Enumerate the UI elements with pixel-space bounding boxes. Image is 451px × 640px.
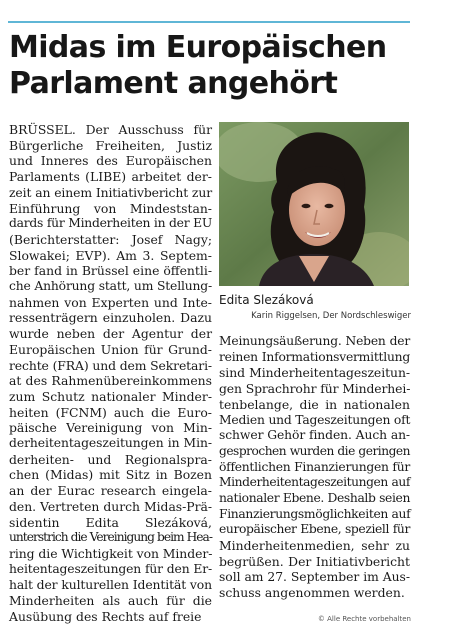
body-text-line: tenbelange, die in nationalen (219, 396, 410, 412)
body-text-line: nahmen von Experten und Inte- (9, 294, 212, 310)
body-text-line: at des Rahmenübereinkommens (9, 373, 212, 389)
body-text-line: den. Vertreten durch Midas-Prä- (9, 498, 212, 514)
body-text-line: gesprochen wurden die geringen (219, 443, 410, 458)
article-body-right-column (219, 334, 410, 601)
body-text-line: dards für Minderheiten in der EU (9, 216, 212, 231)
body-text-line: zeit an einem Initiativbericht zur (9, 184, 212, 200)
body-text-line: rechte (FRA) und dem Sekretari- (9, 357, 212, 373)
photo-caption-name: Edita Slezáková (219, 293, 314, 307)
body-text-line: che Anhörung statt, um Stellung- (9, 279, 212, 294)
body-text-line: soll am 27. September im Aus- (219, 569, 410, 584)
article-headline: Midas im Europäischen Parlament angehört (9, 30, 387, 101)
body-text-line: schuss angenommen werden. (219, 585, 405, 601)
body-text-line: derheitentageszeitungen in Min- (9, 436, 212, 451)
body-text-line: Ausübung des Rechts auf freie (9, 608, 202, 624)
body-text-line: Bürgerliche Freiheiten, Justiz (9, 137, 212, 153)
copyright-notice: © Alle Rechte vorbehalten (317, 615, 411, 623)
body-text-line: nationaler Ebene. Deshalb seien (219, 491, 410, 506)
body-text-line: ressenträgern einzuholen. Dazu (9, 310, 212, 326)
body-text-line: (Berichterstatter: Josef Nagy; (9, 231, 212, 247)
body-text-line: Slowakei; EVP). Am 3. Septem- (9, 247, 212, 263)
body-text-line: reinen Informationsvermittlung (219, 349, 410, 364)
body-text-line: wurde neben der Agentur der (9, 326, 212, 342)
body-text-line: sidentin Edita Slezáková, (9, 514, 212, 530)
body-text-line: an der Eurac research eingela- (9, 483, 212, 499)
body-text-line: chen (Midas) mit Sitz in Bozen (9, 467, 212, 483)
body-text-line: Parlaments (LIBE) arbeitet der- (9, 169, 212, 185)
body-text-line: ber fand in Brüssel eine öffentli- (9, 263, 213, 279)
body-text-line: derheiten- und Regionalspra- (9, 451, 212, 467)
body-text-line: öffentlichen Finanzierungen für (219, 459, 410, 474)
body-text-line: sind Minderheitentageszeitun- (219, 365, 410, 381)
body-text-line: europäischer Ebene, speziell für (219, 522, 410, 537)
body-text-line: Meinungsäußerung. Neben der (219, 334, 410, 348)
body-text-line: ring die Wichtigkeit von Minder- (9, 545, 213, 561)
body-text-line: unterstrich die Vereinigung beim Hea- (9, 530, 212, 545)
body-text-line: zum Schutz nationaler Minder- (9, 388, 212, 404)
body-text-line: gen Sprachrohr für Minderhei- (219, 381, 411, 397)
body-text-line: heitentageszeitungen für den Er- (9, 561, 212, 576)
body-text-line: Europäischen Union für Grund- (9, 341, 212, 357)
body-text-line: und Inneres des Europäischen (9, 153, 212, 169)
body-text-line: Medien und Tageszeitungen oft (219, 412, 411, 427)
body-text-line: heiten (FCNM) auch die Euro- (9, 404, 212, 420)
article-body-left-column (9, 122, 212, 625)
photo-credit: Karin Riggelsen, Der Nordschleswiger (251, 311, 411, 321)
portrait-photo (219, 122, 409, 286)
body-text-line: BRÜSSEL. Der Ausschuss für (9, 122, 212, 137)
body-text-line: Minderheitentageszeitungen auf (219, 475, 410, 490)
body-text-line: schwer Gehör finden. Auch an- (219, 428, 411, 443)
top-rule (8, 21, 410, 23)
body-text-line: Einführung von Mindeststan- (9, 200, 212, 216)
body-text-line: Finanzierungsmöglichkeiten auf (219, 506, 411, 521)
body-text-line: Minderheiten als auch für die (9, 593, 212, 609)
body-text-line: begrüßen. Der Initiativbericht (219, 553, 410, 569)
body-text-line: halt der kulturellen Identität von (9, 577, 212, 593)
body-text-line: päische Vereinigung von Min- (9, 420, 212, 436)
body-text-line: Minderheitenmedien, sehr zu (219, 538, 410, 554)
